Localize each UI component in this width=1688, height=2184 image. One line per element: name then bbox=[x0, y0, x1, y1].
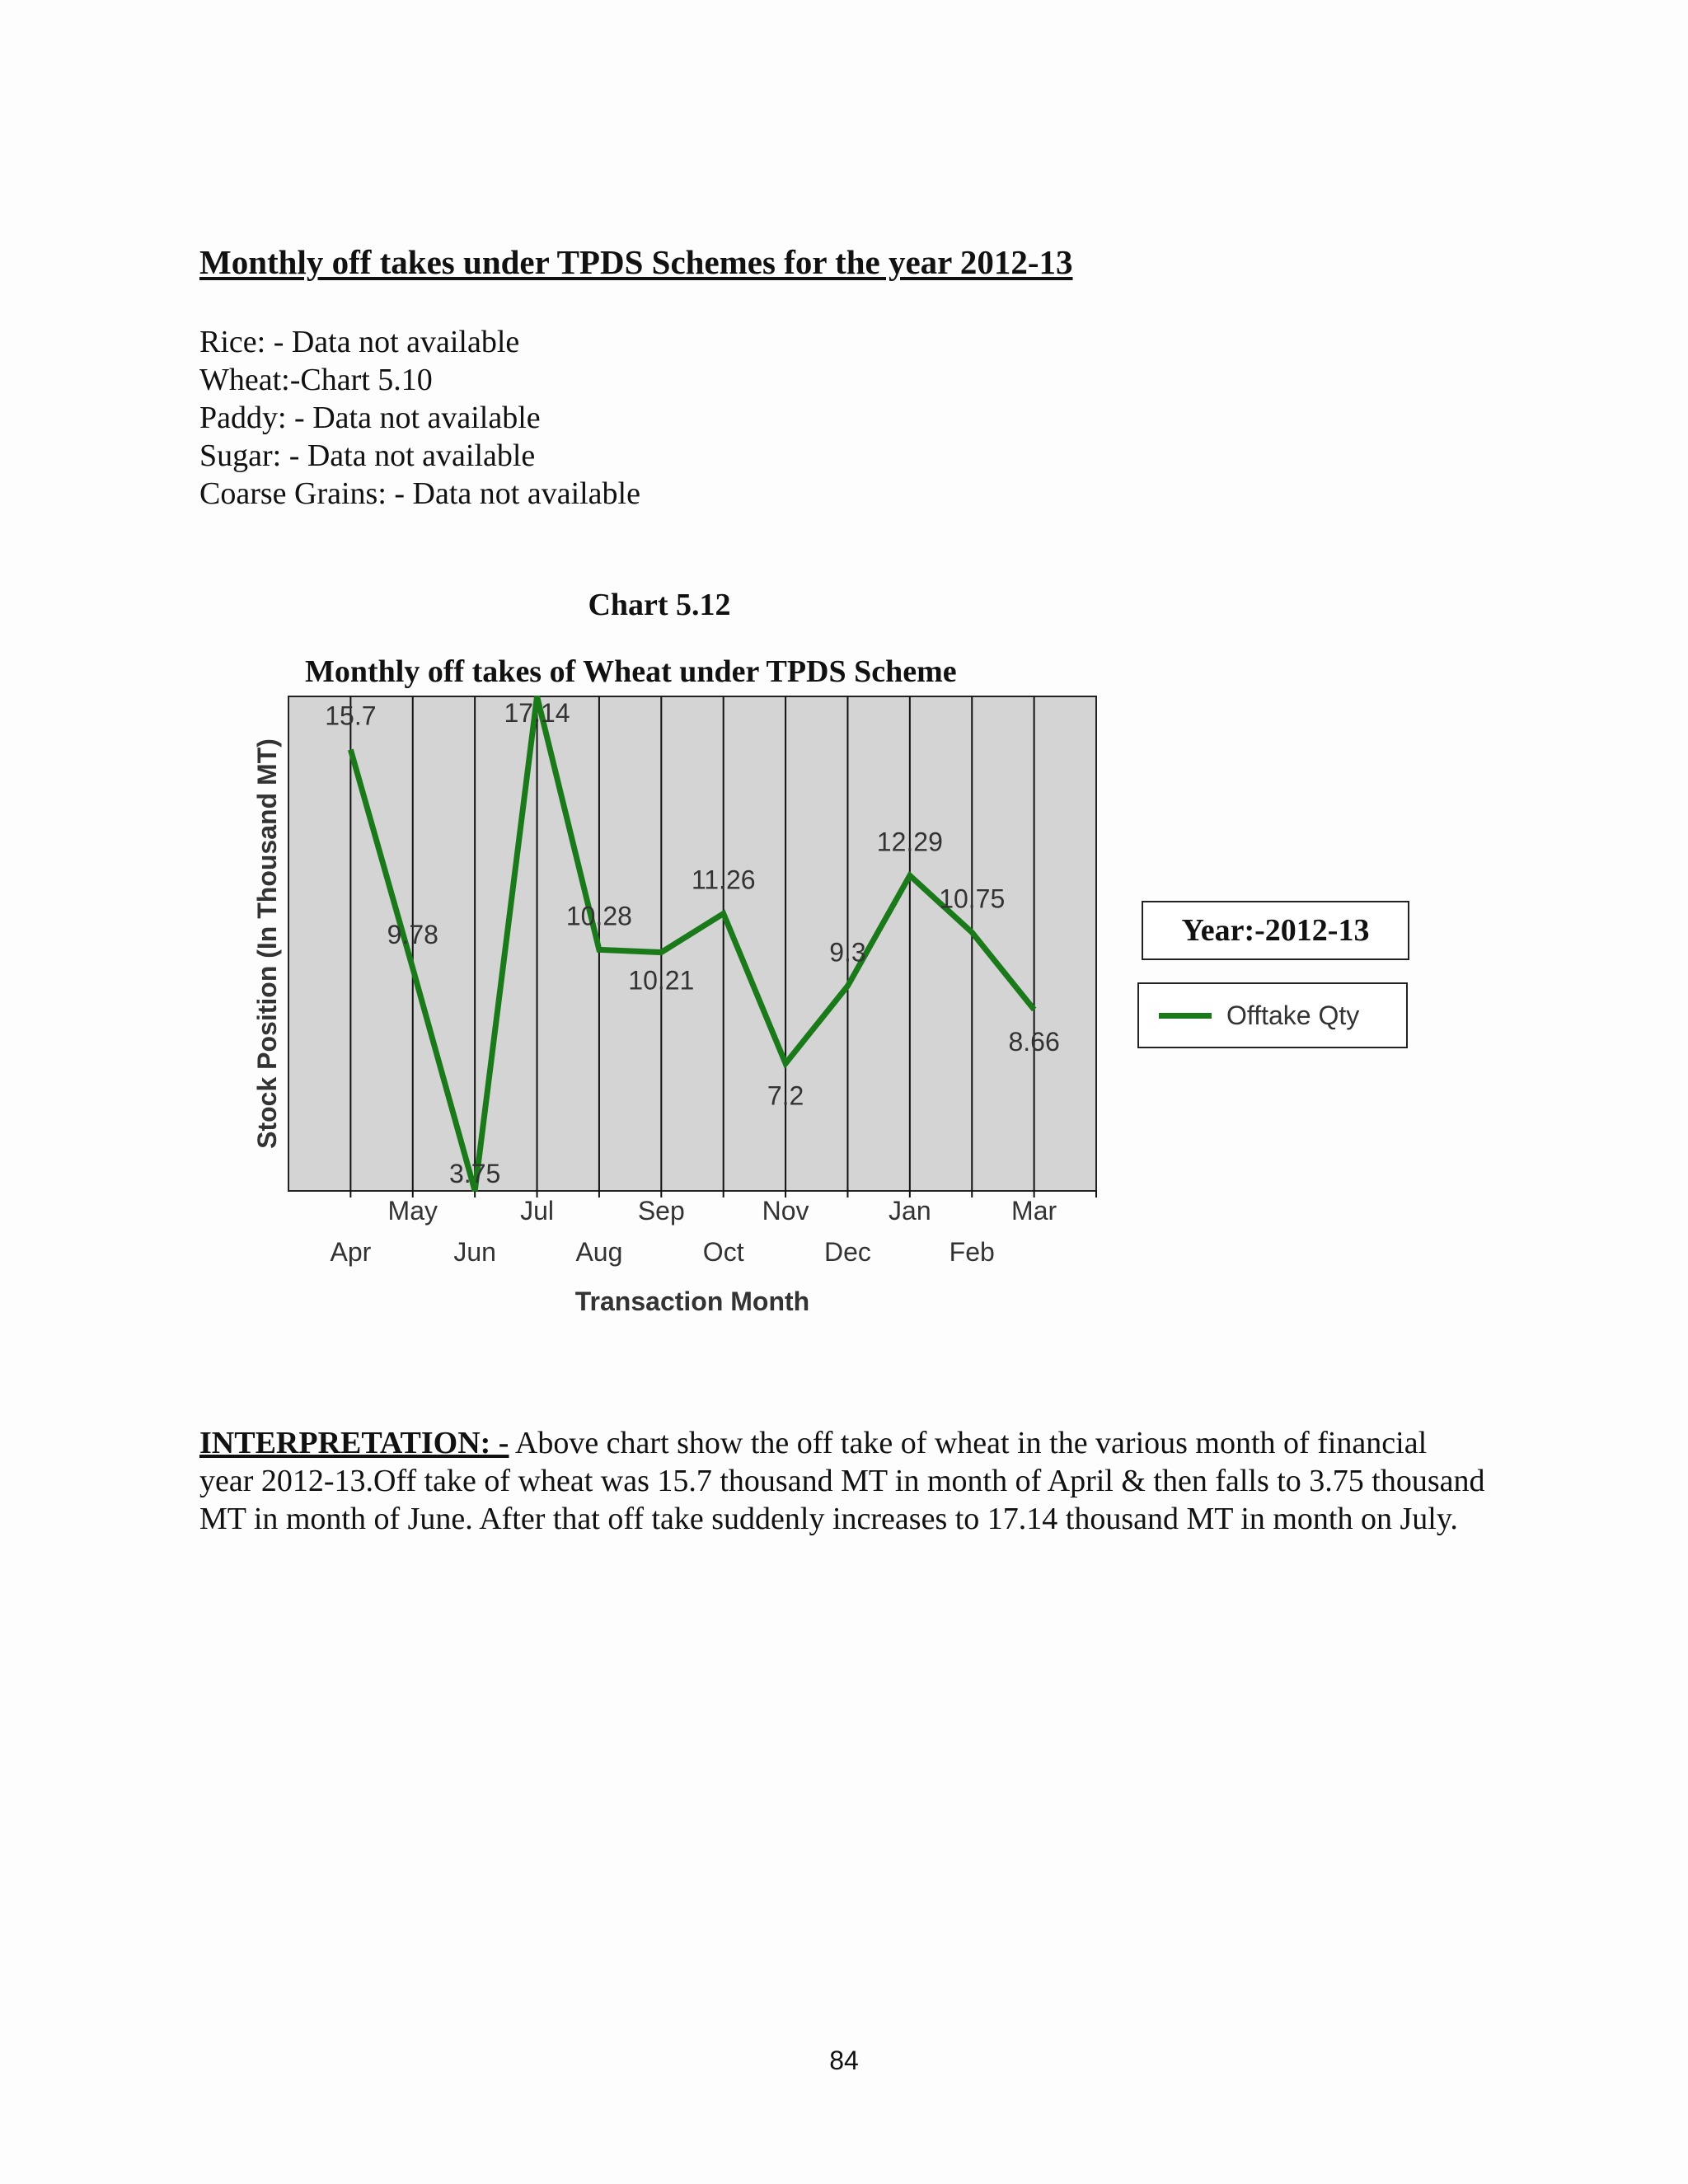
data-label-oct: 11.26 bbox=[691, 865, 756, 895]
x-tick-label-sep: Sep bbox=[637, 1196, 685, 1226]
x-axis-labels bbox=[330, 1196, 1057, 1267]
availability-item-paddy: Paddy: - Data not available bbox=[199, 401, 541, 435]
x-tick-label-dec: Dec bbox=[824, 1237, 871, 1267]
availability-list bbox=[199, 323, 640, 513]
x-axis-ticks bbox=[350, 1191, 1096, 1197]
interpretation-text: Above chart show the off take of wheat in the various month of financial year 2012-13.Off take of wheat was 15.7 thousand MT in month of April & then falls to 3.75 thousand MT in month of June. After that off take suddenly increases to 17.14 thousand MT in month on July. bbox=[199, 1426, 1485, 1536]
x-tick-label-apr: Apr bbox=[330, 1237, 372, 1267]
legend-swatch bbox=[1159, 1013, 1212, 1019]
data-label-jul: 17.14 bbox=[504, 698, 570, 728]
chart-title: Monthly off takes of Wheat under TPDS Scheme bbox=[305, 654, 957, 689]
data-label-nov: 7.2 bbox=[767, 1080, 804, 1111]
x-tick-label-nov: Nov bbox=[762, 1196, 809, 1226]
chart-number: Chart 5.12 bbox=[588, 588, 731, 622]
data-label-jan: 12.29 bbox=[876, 827, 943, 857]
x-tick-label-oct: Oct bbox=[702, 1237, 744, 1267]
page-number: 84 bbox=[829, 2046, 859, 2075]
x-axis-title: Transaction Month bbox=[574, 1286, 810, 1316]
availability-item-sugar: Sugar: - Data not available bbox=[199, 438, 536, 473]
data-label-mar: 8.66 bbox=[1008, 1026, 1060, 1057]
x-tick-label-jul: Jul bbox=[520, 1196, 554, 1226]
x-tick-label-may: May bbox=[387, 1196, 438, 1226]
x-tick-label-jun: Jun bbox=[453, 1237, 496, 1267]
interpretation-paragraph bbox=[199, 1424, 1485, 1538]
x-tick-label-jan: Jan bbox=[889, 1196, 931, 1226]
legend-year-box: Year:-2012-13 bbox=[1142, 901, 1409, 960]
page-heading: Monthly off takes under TPDS Schemes for the year 2012-13 bbox=[199, 243, 1073, 281]
x-tick-label-mar: Mar bbox=[1011, 1196, 1057, 1226]
availability-item-rice: Rice: - Data not available bbox=[199, 325, 520, 359]
data-label-feb: 10.75 bbox=[939, 883, 1006, 914]
availability-item-wheat: Wheat:-Chart 5.10 bbox=[199, 363, 433, 397]
y-axis-title: Stock Position (In Thousand MT) bbox=[252, 738, 282, 1149]
data-label-jun: 3.75 bbox=[449, 1159, 501, 1188]
legend-label: Offtake Qty bbox=[1226, 1000, 1360, 1030]
data-label-may: 9.78 bbox=[387, 919, 438, 949]
legend bbox=[1137, 982, 1408, 1048]
data-label-apr: 15.7 bbox=[325, 701, 377, 731]
data-label-sep: 10.21 bbox=[628, 965, 695, 996]
x-tick-label-aug: Aug bbox=[575, 1237, 623, 1267]
availability-item-coarse-grains: Coarse Grains: - Data not available bbox=[199, 476, 640, 511]
x-tick-label-feb: Feb bbox=[949, 1237, 995, 1267]
data-label-dec: 9.3 bbox=[829, 937, 866, 968]
data-label-aug: 10.28 bbox=[565, 901, 632, 931]
line-chart bbox=[247, 692, 1121, 1335]
interpretation-label: INTERPRETATION: - bbox=[199, 1426, 509, 1460]
